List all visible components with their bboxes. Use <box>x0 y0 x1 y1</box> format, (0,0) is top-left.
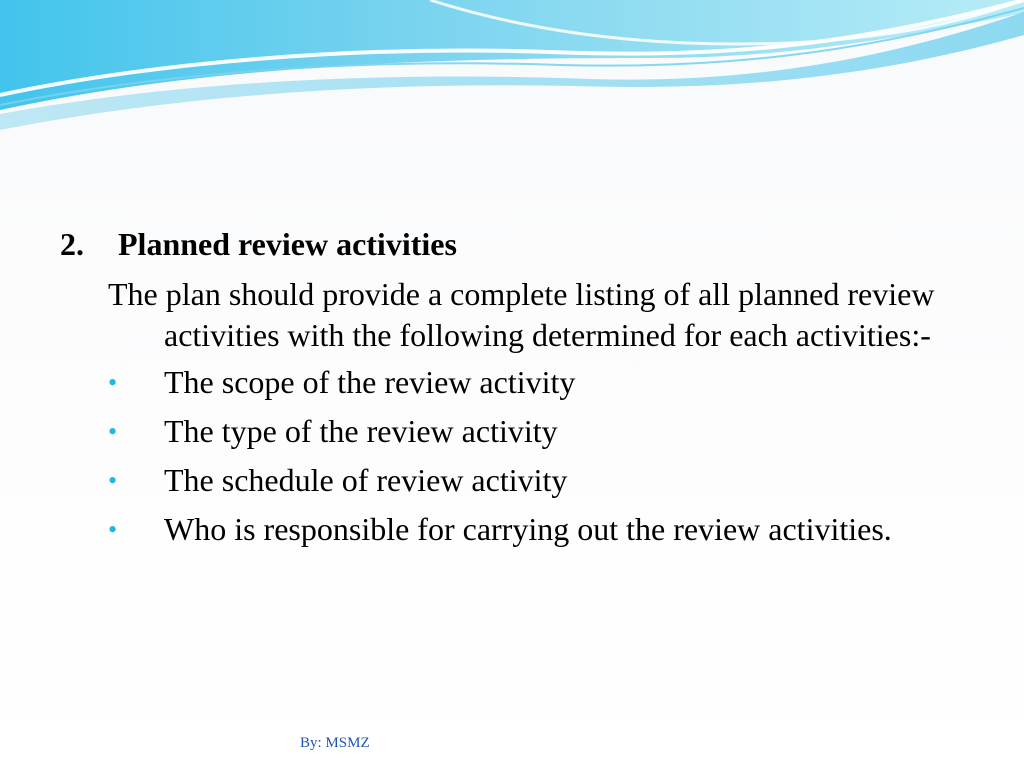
bullet-list <box>108 362 960 550</box>
bullet-icon: • <box>108 368 118 397</box>
bullet-icon: • <box>108 515 118 544</box>
bullet-text: The type of the review activity <box>164 413 558 449</box>
heading-text: Planned review activities <box>118 226 457 262</box>
bullet-icon: • <box>108 417 118 446</box>
bullet-text: The schedule of review activity <box>164 462 568 498</box>
slide-content <box>60 222 960 558</box>
author-footer: By: MSMZ <box>300 735 370 751</box>
bullet-text: The scope of the review activity <box>164 364 576 400</box>
heading-number: 2. <box>60 226 84 262</box>
list-item <box>108 362 898 403</box>
list-item <box>108 411 898 452</box>
bullet-icon: • <box>108 466 118 495</box>
decorative-wave-header <box>0 0 1024 130</box>
intro-paragraph: The plan should provide a complete listing of all planned review activities with the following determined for each activities:- <box>108 276 935 353</box>
list-item <box>108 460 898 501</box>
bullet-text: Who is responsible for carrying out the review activities. <box>164 511 892 547</box>
list-item <box>108 509 898 550</box>
numbered-heading <box>60 222 960 266</box>
